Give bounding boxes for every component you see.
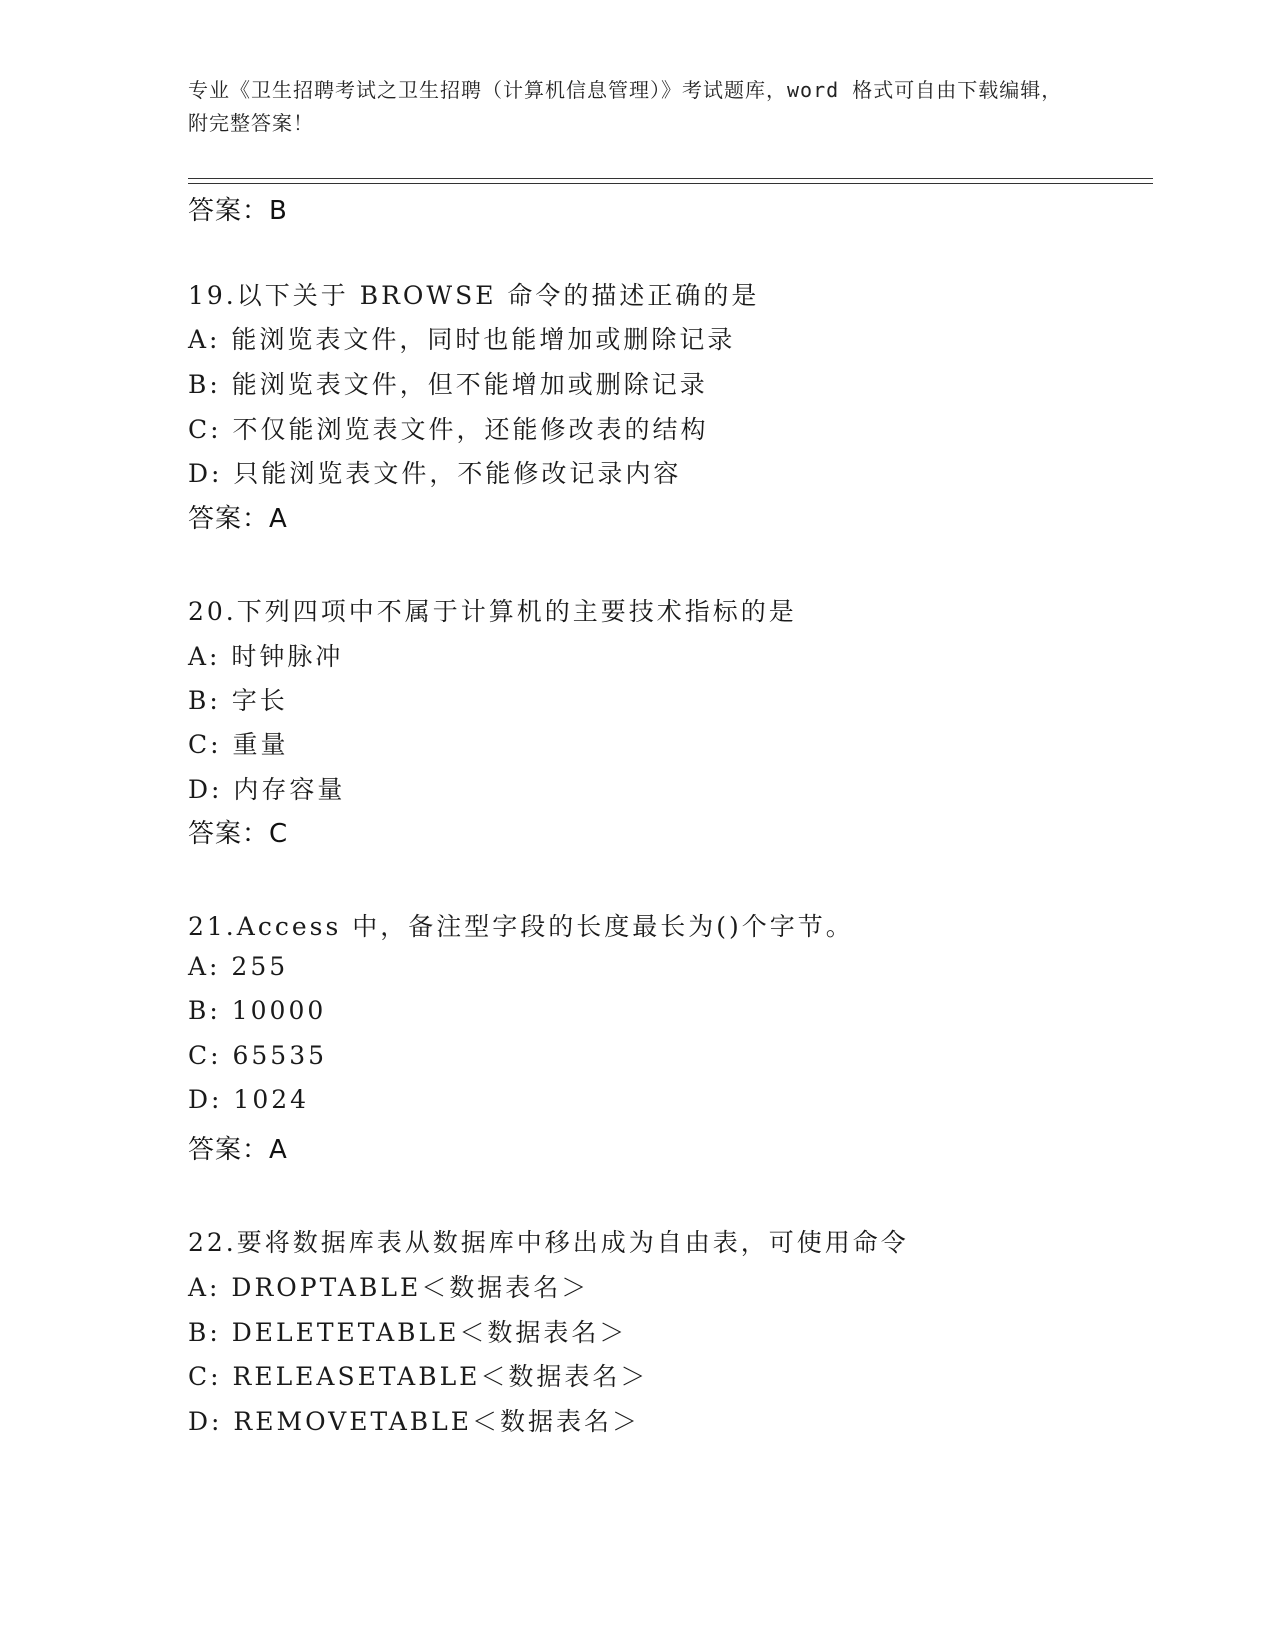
question-21-answer: 答案：A [188, 1135, 288, 1165]
question-20-option-d: D: 内存容量 [188, 775, 346, 804]
question-22-option-d: D: REMOVETABLE＜数据表名＞ [188, 1407, 641, 1436]
question-22-option-c: C: RELEASETABLE＜数据表名＞ [188, 1362, 649, 1391]
question-20-option-b: B: 字长 [188, 686, 288, 715]
question-22-option-b: B: DELETETABLE＜数据表名＞ [188, 1318, 628, 1347]
question-19-answer: 答案：A [188, 504, 288, 534]
header-rule-bottom [188, 183, 1153, 184]
question-20-stem: 20.下列四项中不属于计算机的主要技术指标的是 [188, 597, 797, 626]
question-20-option-c: C: 重量 [188, 730, 289, 759]
question-22-stem: 22.要将数据库表从数据库中移出成为自由表，可使用命令 [188, 1228, 909, 1257]
question-22-option-a: A: DROPTABLE＜数据表名＞ [188, 1273, 590, 1302]
question-20-option-a: A: 时钟脉冲 [188, 642, 344, 671]
question-21-option-b: B: 10000 [188, 996, 327, 1025]
question-21-option-d: D: 1024 [188, 1085, 310, 1114]
question-19-stem: 19.以下关于 BROWSE 命令的描述正确的是 [188, 281, 760, 310]
header-rule-top [188, 178, 1153, 179]
question-19-option-a: A: 能浏览表文件，同时也能增加或删除记录 [188, 325, 736, 354]
question-21-stem: 21.Access 中，备注型字段的长度最长为()个字节。 [188, 912, 854, 941]
question-21-option-a: A: 255 [188, 952, 289, 981]
question-19-option-c: C: 不仅能浏览表文件，还能修改表的结构 [188, 415, 709, 444]
question-21-option-c: C: 65535 [188, 1041, 328, 1070]
question-19-option-d: D: 只能浏览表文件，不能修改记录内容 [188, 459, 682, 488]
answer-previous: 答案：B [188, 196, 288, 226]
question-20-answer: 答案：C [188, 819, 289, 849]
question-19-option-b: B: 能浏览表文件，但不能增加或删除记录 [188, 370, 708, 399]
document-header: 专业《卫生招聘考试之卫生招聘（计算机信息管理）》考试题库，word 格式可自由下载编辑，附完整答案！ [188, 78, 1063, 135]
